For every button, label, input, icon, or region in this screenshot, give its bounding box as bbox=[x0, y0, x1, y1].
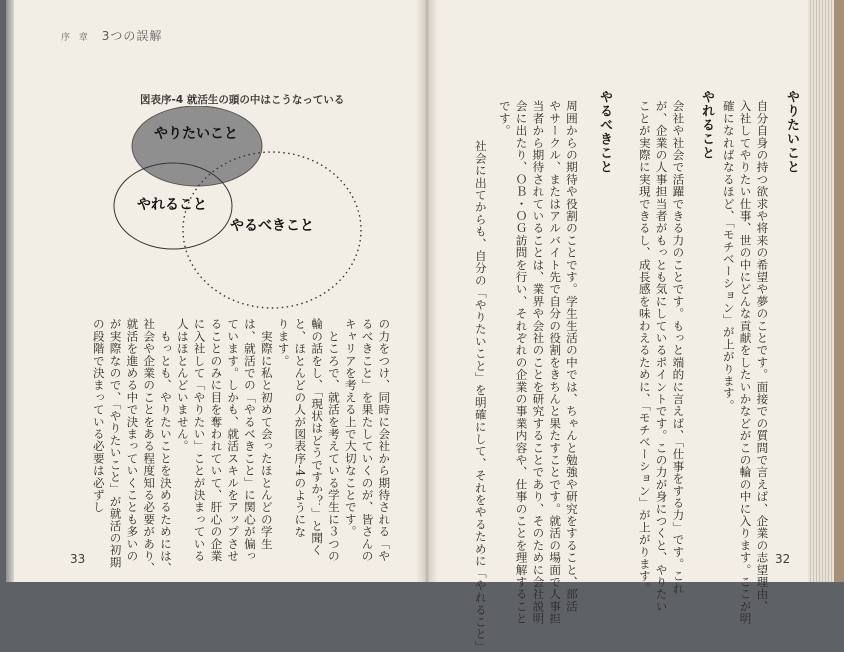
heading-can: やれること bbox=[699, 90, 714, 160]
want-circle-label: やりたいこと bbox=[154, 126, 238, 142]
open-book bbox=[6, 0, 822, 652]
right-page-edge bbox=[808, 0, 844, 582]
venn-diagram bbox=[106, 106, 376, 316]
paragraph-should: 周囲からの期待や役割のことです。学生生活の中では、ちゃんと勉強や研究をすること、部活 やサークル、またはアルバイト先で自分の役割をきちんと果たすことです。就活の場面で人事担 当者から期待されていることは、業界や会社のことを研究することであり、そのために会社説明 会に出たり、ＯＢ・ＯＧ訪問を行い、それぞれの企業の事業内容や、仕事のことを理解すること です。 bbox=[497, 100, 579, 625]
should-circle-label: やるべきこと bbox=[230, 218, 314, 234]
paragraph-can: 会社や社会で活躍できる力のことです。もっと端的に言えば、「仕事をする力」です。これ が、企業の人事担当者がもっとも気にしているポイントです。この力が身につくと、やりたい ことが実際に実現できるし、成長感を味わえるために、「モチベーション」が上がります。 bbox=[637, 100, 686, 613]
left-page-body: の力をつけ、同時に会社から期待される「や るべきこと」を果たしていくのが、皆さんの キャリアを考える上で大切なことです。 ところで、就活を考えている学生に３つの 輪の話をし、「現状はどうですか？」と聞く と、ほとんどの人が図表序-4のようにな ります。 実際に私と初めて会ったほとんどの学生 は、就活での「やるべきこと」に関心が偏っ ています。しかも、就活スキルをアップさせ ることのみに目を奪われていて、肝心の企業 に入社して「やりたい」ことが決まっている 人はほとんどいません。 もっとも、やりたいことを決めるためには、 社会や企業のことをある程度知る必要があり、 就活を進める中で決まっていくことも多いの が実際なので、「やりたいこと」が就活の初期 の段階で決まっている必要は必ずし bbox=[91, 318, 392, 575]
paragraph-want: 自分自身の持つ欲求や将来の希望や夢のことです。面接での質問で言えば、企業の志望理由、 入社してやりたい仕事、世の中にどんな貢献をしたいかなどがこの輪の中に入ります。ここが明 確になればなるほど、「モチベーション」が上がります。 bbox=[721, 100, 770, 625]
heading-want: やりたいこと bbox=[784, 90, 799, 174]
want-circle bbox=[132, 106, 262, 186]
running-head-chapter: 序 章 bbox=[61, 33, 91, 43]
right-page-number: 32 bbox=[775, 552, 791, 566]
running-head-title: 3つの誤解 bbox=[101, 29, 163, 43]
figure-caption: 図表序-4 就活生の頭の中はこうなっている bbox=[140, 94, 345, 106]
left-page-number: 33 bbox=[70, 552, 86, 566]
left-page-edge bbox=[6, 0, 14, 582]
book-gutter bbox=[416, 0, 438, 582]
heading-should: やるべきこと bbox=[597, 90, 612, 174]
can-circle-label: やれること bbox=[137, 197, 207, 213]
paragraph-should-continued: 社会に出てからも、自分の「やりたいこと」を明確にして、それをやるために「やれること」 bbox=[473, 140, 488, 652]
running-head bbox=[61, 27, 162, 44]
